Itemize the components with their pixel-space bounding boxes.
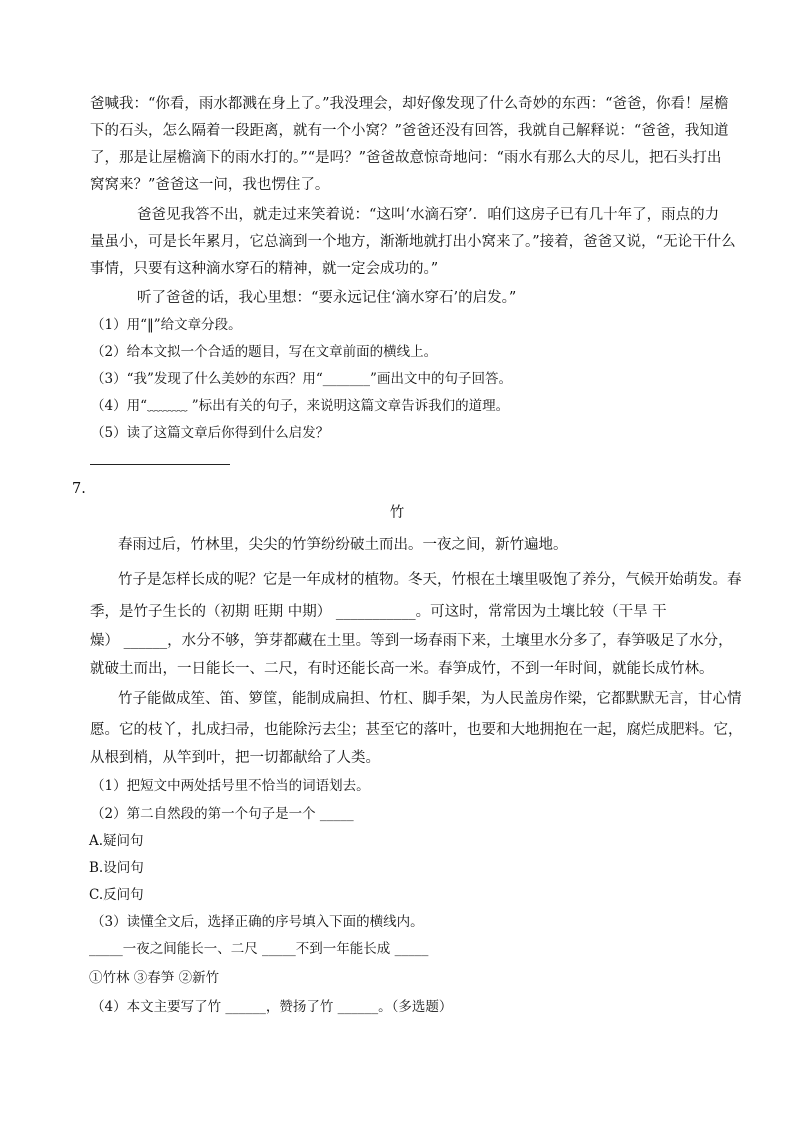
passage1-question-4: （4）用“﹏﹏﹏ ”标出有关的句子，来说明这篇文章告诉我们的道理。 — [91, 398, 510, 414]
passage1-line-1: 爸喊我：“你看，雨水都溅在身上了。”我没理会，却好像发现了什么奇妙的东西：“爸爸，你看！屋檐 — [90, 96, 729, 112]
passage1-line-7: 事情，只要有这种滴水穿石的精神，就一定会成功的。” — [90, 261, 439, 277]
question-number: 7. — [72, 481, 86, 497]
passage1-line-4: 窝窝来？”爸爸这一问，我也愣住了。 — [90, 177, 330, 193]
q7-question-3-blanks: _____一夜之间能长一、二尺 _____不到一年能长成 _____ — [89, 941, 429, 957]
passage2-line-7: 愿。它的枝丫，扎成扫帚，也能除污去尘；甚至它的落叶，也要和大地拥抱在一起，腐烂成肥料。它， — [90, 722, 743, 738]
passage1-question-3: （3）“我”发现了什么美妙的东西？用“_______”画出文中的句子回答。 — [91, 371, 512, 387]
q7-question-4: （4）本文主要写了竹 ______，赞扬了竹 ______。（多选题） — [91, 999, 453, 1015]
answer-line — [90, 464, 230, 465]
passage1-line-3: 了，那是让屋檐滴下的雨水打的。”“是吗？”爸爸故意惊奇地问：“雨水有那么大的尽儿，把石头打出 — [90, 150, 722, 166]
passage1-question-1: （1）用“‖”给文章分段。 — [91, 317, 242, 333]
passage2-line-6: 竹子能做成笙、笛、箩筐，能制成扁担、竹杠、脚手架，为人民盖房作梁，它都默默无言，甘心情 — [118, 691, 742, 707]
passage2-line-4: 燥） ______，水分不够，笋芽都藏在土里。等到一场春雨下来，土壤里水分多了，春笋吸足了水分， — [90, 633, 733, 649]
passage1-line-8: 听了爸爸的话，我心里想：“要永远记住‘滴水穿石’的启发。” — [137, 290, 517, 306]
passage2-line-3: 季，是竹子生长的（初期 旺期 中期） ___________。可这时，常常因为土壤比较（干旱 干 — [90, 604, 667, 620]
q7-question-3: （3）读懂全文后，选择正确的序号填入下面的横线内。 — [91, 914, 424, 930]
passage1-question-5: （5）读了这篇文章后你得到什么启发？ — [91, 425, 330, 441]
q7-question-1: （1）把短文中两处括号里不恰当的词语划去。 — [91, 778, 370, 794]
q7-question-3-choices: ①竹林 ③春笋 ②新竹 — [89, 970, 220, 986]
q7-option-b: B.设问句 — [89, 860, 144, 876]
passage2-line-5: 就破土而出，一日能长一、二尺，有时还能长高一米。春笋成竹，不到一年时间，就能长成竹林。 — [90, 661, 714, 677]
passage1-line-5: 爸爸见我答不出，就走过来笑着说：“这叫‘水滴石穿’．咱们这房子已有几十年了，雨点的力 — [137, 207, 720, 223]
passage1-line-6: 量虽小，可是长年累月，它总滴到一个地方，渐渐地就打出小窝来了。”接着，爸爸又说，“无论干什么 — [90, 234, 736, 250]
passage1-line-2: 下的石头，怎么隔着一段距离，就有一个小窝？”爸爸还没有回答，我就自己解释说：“爸爸，我知道 — [90, 123, 729, 139]
passage2-line-8: 从根到梢，从竿到叶，把一切都献给了人类。 — [90, 750, 380, 766]
passage2-line-1: 春雨过后，竹林里，尖尖的竹笋纷纷破土而出。一夜之间，新竹遍地。 — [118, 537, 568, 553]
q7-option-a: A.疑问句 — [89, 833, 144, 849]
passage-title: 竹 — [389, 505, 405, 521]
passage2-line-2: 竹子是怎样长成的呢？它是一年成材的植物。冬天，竹根在土壤里吸饱了养分，气候开始萌发。春 — [118, 572, 742, 588]
passage1-question-2: （2）给本文拟一个合适的题目，写在文章前面的横线上。 — [91, 344, 438, 360]
q7-option-c: C.反问句 — [89, 887, 144, 903]
q7-question-2: （2）第二自然段的第一个句子是一个 _____ — [91, 806, 354, 822]
